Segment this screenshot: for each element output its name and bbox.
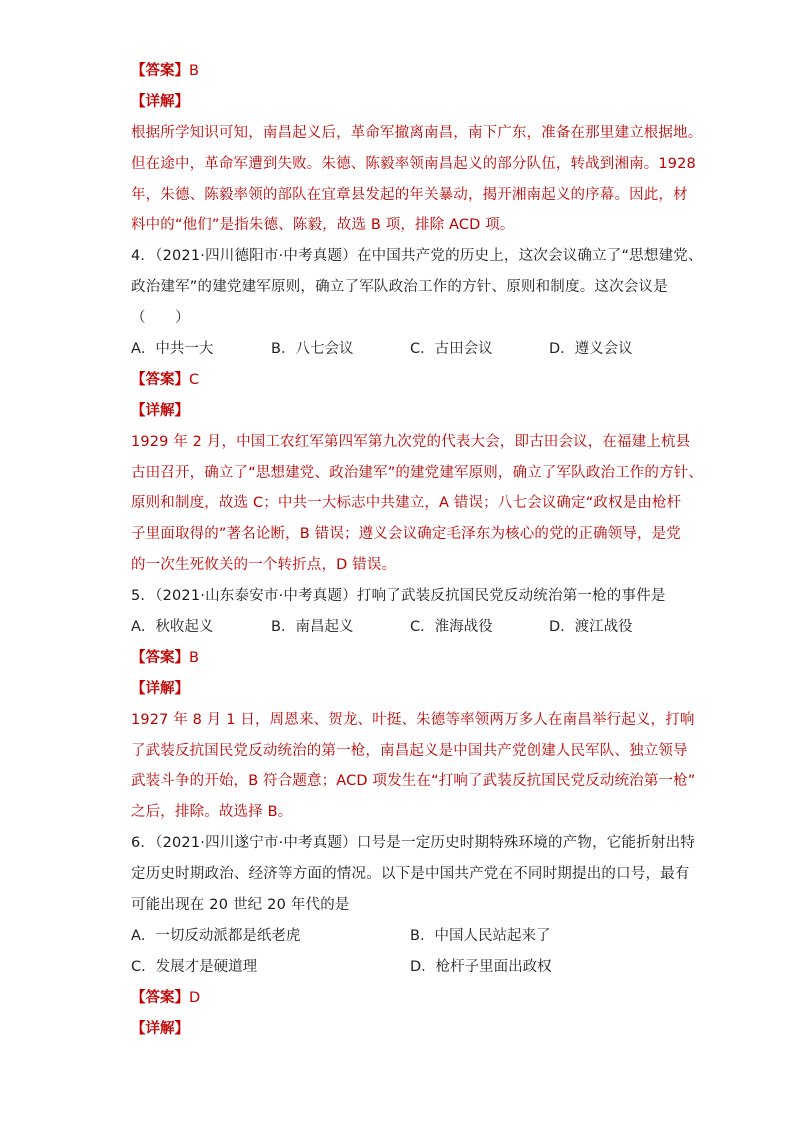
question-stem-line: 可能出现在 20 世纪 20 年代的是 [131,897,350,914]
explanation-line: 之后，排除。故选择 B。 [131,804,293,821]
detail-label: 【详解】 [131,93,189,110]
answer-label: 【答案】 [131,649,189,666]
detail-label: 【详解】 [131,680,189,697]
explanation-line: 年，朱德、陈毅率领的部队在宜章县发起的年关暴动，揭开湘南起义的序幕。因此，材 [131,186,688,203]
option-d: D．遵义会议 [549,341,633,358]
explanation-line: 古田召开，确立了“思想建党、政治建军”的建党建军原则，确立了军队政治工作的方针、 [131,464,704,481]
question-stem-line: 6．（2021·四川遂宁市·中考真题）口号是一定历史时期特殊环境的产物，它能折射出特 [131,835,695,852]
explanation-line: 1927 年 8 月 1 日，周恩来、贺龙、叶挺、朱德等率领两万多人在南昌举行起义，打响 [131,711,695,728]
detail-label: 【详解】 [131,402,189,419]
option-c: C．古田会议 [410,341,493,358]
option-b: B．南昌起义 [271,619,354,636]
option-b: B．八七会议 [271,341,354,358]
answer-label: 【答案】 [131,989,189,1006]
answer-value: B [189,649,199,666]
option-b: B．中国人民站起来了 [410,927,551,944]
answer-line [131,371,691,390]
answer-line [131,62,691,81]
option-d: D．渡江战役 [549,619,633,636]
options-row [131,958,691,977]
explanation-line: 1929 年 2 月，中国工农红军第四军第九次党的代表大会，即古田会议，在福建上杭县 [131,433,691,450]
options-row [131,618,691,637]
explanation-line: 了武装反抗国民党反动统治的第一枪，南昌起义是中国共产党创建人民军队、独立领导 [131,742,688,759]
explanation-line: 的一次生死攸关的一个转折点，D 错误。 [131,557,397,574]
option-a: A．秋收起义 [131,619,214,636]
explanation-line: 原则和制度，故选 C；中共一大标志中共建立，A 错误；八七会议确定“政权是由枪杆 [131,495,682,512]
explanation-line: 武装斗争的开始，B 符合题意；ACD 项发生在“打响了武装反抗国民党反动统治第一枪” [131,773,696,790]
answer-line [131,649,691,668]
answer-line [131,989,691,1008]
question-stem-line: 政治建军”的建党建军原则，确立了军队政治工作的方针、原则和制度。这次会议是 [131,279,668,296]
option-c: C．淮海战役 [410,619,493,636]
answer-value: D [189,989,201,1006]
explanation-line: 子里面取得的”著名论断，B 错误；遵义会议确定毛泽东为核心的党的正确领导，是党 [131,526,681,543]
options-row [131,340,691,359]
option-a: A．中共一大 [131,341,214,358]
document-page [131,62,704,1051]
explanation-line: 但在途中，革命军遭到失败。朱德、陈毅率领南昌起义的部分队伍，转战到湘南。1928 [131,155,696,172]
explanation-line: 根据所学知识可知，南昌起义后，革命军撤离南昌，南下广东，准备在那里建立根据地。 [131,124,703,141]
answer-value: B [189,63,199,79]
question-stem-line: 4．（2021·四川德阳市·中考真题）在中国共产党的历史上，这次会议确立了“思想建党、 [131,248,703,265]
option-d: D．枪杆子里面出政权 [410,958,552,975]
option-c: C．发展才是硬道理 [131,958,258,975]
option-a: A．一切反动派都是纸老虎 [131,927,301,944]
explanation-line: 料中的“他们”是指朱德、陈毅，故选 B 项，排除 ACD 项。 [131,217,515,234]
detail-label: 【详解】 [131,1020,189,1037]
answer-value: C [189,371,200,388]
answer-label: 【答案】 [131,63,189,79]
options-row [131,927,691,946]
question-stem-line: 5．（2021·山东泰安市·中考真题）打响了武装反抗国民党反动统治第一枪的事件是 [131,588,666,605]
question-stem-line: 定历史时期政治、经济等方面的情况。以下是中国共产党在不同时期提出的口号，最有 [131,866,690,883]
question-stem-line: （ ） [131,310,190,327]
answer-label: 【答案】 [131,371,189,388]
